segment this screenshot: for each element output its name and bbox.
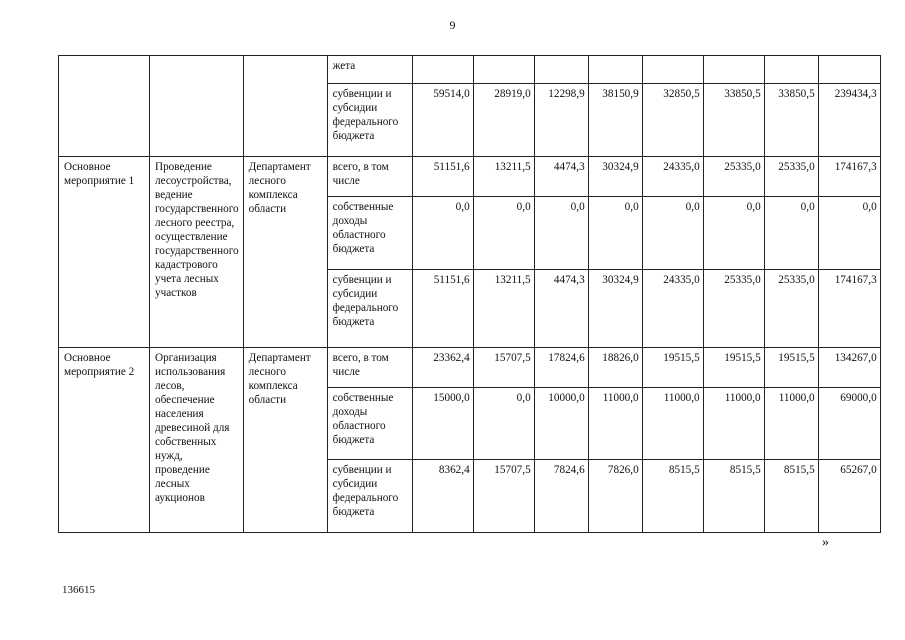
value-cell: 28919,0 (473, 84, 534, 157)
value-cell: 19515,5 (703, 348, 764, 388)
value-cell: 8515,5 (642, 460, 703, 533)
value-cell: 8515,5 (703, 460, 764, 533)
funding-source-cell: субвенции и субсидии федерального бюджета (327, 84, 412, 157)
value-cell: 7824,6 (534, 460, 588, 533)
value-cell: 174167,3 (818, 157, 880, 197)
value-cell: 19515,5 (764, 348, 818, 388)
measure-cell: Основное мероприятие 1 (59, 157, 150, 348)
value-cell: 30324,9 (588, 270, 642, 348)
value-cell (534, 56, 588, 84)
value-cell (412, 56, 473, 84)
value-cell: 8515,5 (764, 460, 818, 533)
value-cell (818, 56, 880, 84)
value-cell: 25335,0 (703, 270, 764, 348)
value-cell: 18826,0 (588, 348, 642, 388)
title-cell: Организация использования лесов, обеспечение населения древесиной для собственных нужд, проведение лесных аукционов (150, 348, 244, 533)
value-cell: 11000,0 (703, 388, 764, 460)
value-cell: 19515,5 (642, 348, 703, 388)
table-row (59, 157, 881, 197)
title-cell: Проведение лесоустройства, ведение государственного лесного реестра, осуществление государственного кадастрового учета лесных участков (150, 157, 244, 348)
value-cell: 15000,0 (412, 388, 473, 460)
value-cell: 33850,5 (703, 84, 764, 157)
value-cell: 24335,0 (642, 157, 703, 197)
value-cell: 134267,0 (818, 348, 880, 388)
value-cell: 0,0 (534, 197, 588, 270)
value-cell: 38150,9 (588, 84, 642, 157)
value-cell: 0,0 (818, 197, 880, 270)
value-cell: 174167,3 (818, 270, 880, 348)
value-cell: 8362,4 (412, 460, 473, 533)
value-cell: 12298,9 (534, 84, 588, 157)
table-row (59, 348, 881, 388)
funding-source-cell: всего, в том числе (327, 157, 412, 197)
value-cell: 4474,3 (534, 157, 588, 197)
value-cell: 65267,0 (818, 460, 880, 533)
value-cell: 10000,0 (534, 388, 588, 460)
value-cell: 32850,5 (642, 84, 703, 157)
funding-source-cell: субвенции и субсидии федерального бюджета (327, 460, 412, 533)
value-cell: 0,0 (473, 197, 534, 270)
value-cell: 13211,5 (473, 270, 534, 348)
funding-source-cell: собственные доходы областного бюджета (327, 388, 412, 460)
measure-cell: Основное мероприятие 2 (59, 348, 150, 533)
value-cell (588, 56, 642, 84)
closing-quote: » (822, 535, 829, 550)
value-cell: 0,0 (642, 197, 703, 270)
value-cell: 0,0 (412, 197, 473, 270)
measure-cell (59, 56, 150, 157)
value-cell: 51151,6 (412, 157, 473, 197)
page-number: 9 (449, 18, 456, 32)
executor-cell: Департамент лесного комплекса области (243, 157, 327, 348)
value-cell: 25335,0 (764, 270, 818, 348)
value-cell: 17824,6 (534, 348, 588, 388)
value-cell: 15707,5 (473, 460, 534, 533)
value-cell (642, 56, 703, 84)
table-row (59, 56, 881, 84)
document-code: 136615 (62, 584, 95, 596)
value-cell: 0,0 (703, 197, 764, 270)
executor-cell (243, 56, 327, 157)
value-cell: 30324,9 (588, 157, 642, 197)
value-cell: 7826,0 (588, 460, 642, 533)
value-cell: 0,0 (588, 197, 642, 270)
value-cell (764, 56, 818, 84)
value-cell: 239434,3 (818, 84, 880, 157)
value-cell: 15707,5 (473, 348, 534, 388)
value-cell: 11000,0 (642, 388, 703, 460)
funding-source-cell: субвенции и субсидии федерального бюджета (327, 270, 412, 348)
value-cell: 59514,0 (412, 84, 473, 157)
value-cell (703, 56, 764, 84)
value-cell: 51151,6 (412, 270, 473, 348)
value-cell: 0,0 (764, 197, 818, 270)
value-cell (473, 56, 534, 84)
funding-source-cell: всего, в том числе (327, 348, 412, 388)
value-cell: 25335,0 (764, 157, 818, 197)
title-cell (150, 56, 244, 157)
value-cell: 24335,0 (642, 270, 703, 348)
budget-table (58, 55, 881, 533)
executor-cell: Департамент лесного комплекса области (243, 348, 327, 533)
value-cell: 11000,0 (588, 388, 642, 460)
value-cell: 25335,0 (703, 157, 764, 197)
value-cell: 4474,3 (534, 270, 588, 348)
value-cell: 69000,0 (818, 388, 880, 460)
value-cell: 23362,4 (412, 348, 473, 388)
value-cell: 11000,0 (764, 388, 818, 460)
value-cell: 0,0 (473, 388, 534, 460)
value-cell: 13211,5 (473, 157, 534, 197)
funding-source-cell: собственные доходы областного бюджета (327, 197, 412, 270)
funding-source-cell: жета (327, 56, 412, 84)
value-cell: 33850,5 (764, 84, 818, 157)
